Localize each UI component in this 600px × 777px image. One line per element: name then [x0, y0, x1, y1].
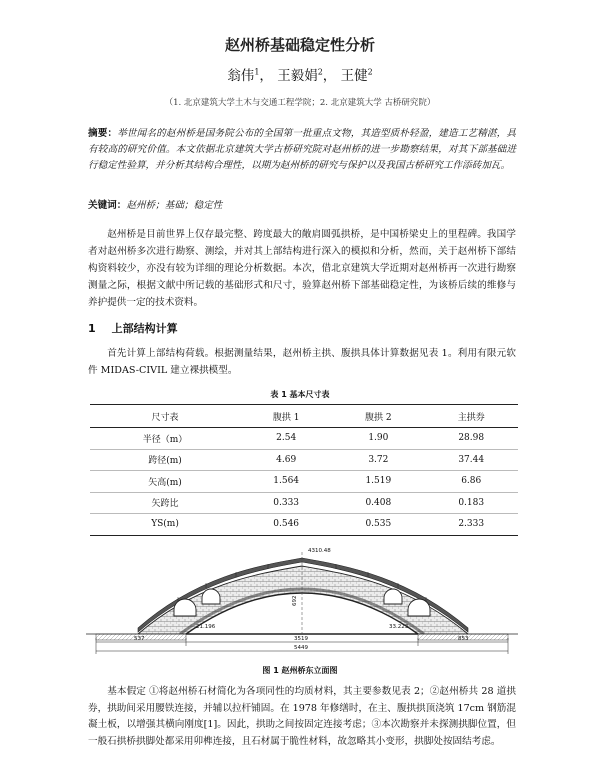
table-header-cell: 腹拱 1 [240, 405, 332, 428]
section-heading [88, 320, 178, 336]
label-dim-left: 537 [134, 636, 145, 642]
abstract-text: 举世闻名的赵州桥是国务院公布的全国第一批重点文物，其造型质朴轻盈，建造工艺精湛，具有较高的研究价值。本文依据北京建筑大学古桥研究院对赵州桥的进一步勘察结果，对其下部基础进行稳定性验算，并分析其结构合理性，以期为赵州桥的研究与保护以及我国古桥研究工作添砖加瓦。 [88, 128, 517, 171]
abstract [88, 126, 516, 174]
table-cell: 0.333 [240, 492, 332, 514]
label-right-height: 33.223 [389, 624, 409, 630]
table-cell: 28.98 [424, 428, 518, 450]
keywords [88, 197, 516, 211]
table-cell: 37.44 [424, 449, 518, 471]
table-cell: 6.86 [424, 471, 518, 493]
author-affiliation-mark: 1 [254, 67, 260, 77]
table-header-cell: 主拱券 [424, 405, 518, 428]
figure-caption: 图 1 赵州桥东立面图 [262, 666, 338, 675]
table-cell: 跨径(m) [90, 449, 240, 471]
section-number: 1 [88, 322, 96, 335]
dimension-table [90, 404, 518, 536]
table-cell: 2.54 [240, 428, 332, 450]
label-left-height: 21.196 [196, 624, 216, 630]
author-affiliation-mark: 2 [367, 67, 373, 77]
table-row [90, 492, 518, 514]
assumptions-paragraph: 基本假定 ①将赵州桥石材简化为各项同性的均质材料，其主要参数见表 2；②赵州桥共 28 道拱券，拱助间采用腰铁连接，并辅以拉杆铺固。在 1978 年修缮时，在主、腹拱拱顶浇筑 17cm 钢筋混凝土板，以增强其横向刚度[1]。因此，拱助之间按固定连接考虑；③本次勘察并未探测拱脚位置，但一般石拱桥拱脚处都采用卯榫连接，且石材属于脆性材料，故忽略其小变形，拱脚处按固结考虑。 [88, 686, 516, 747]
table-cell: 半径（m） [90, 428, 240, 450]
table-row [90, 514, 518, 536]
table-cell: 1.90 [332, 428, 424, 450]
table-row [90, 428, 518, 450]
label-dim-centre: 3519 [294, 636, 308, 642]
abstract-label: 摘要： [88, 128, 118, 139]
table-cell: 矢高(m) [90, 471, 240, 493]
label-top: 4310.48 [308, 548, 331, 554]
keywords-label: 关键词： [88, 200, 127, 211]
table-row [90, 471, 518, 493]
table-cell: 0.408 [332, 492, 424, 514]
author-separator: ， [322, 68, 337, 84]
table-header-cell: 尺寸表 [90, 405, 240, 428]
section-paragraph: 首先计算上部结构荷载。根据测量结果，赵州桥主拱、腹拱具体计算数据见表 1。利用有限元软件 MIDAS-CIVIL 建立裸拱模型。 [88, 348, 516, 376]
table-cell: 1.564 [240, 471, 332, 493]
bridge-elevation-drawing [86, 544, 518, 656]
label-mid: 692 [292, 595, 298, 606]
table-cell: 0.546 [240, 514, 332, 536]
paper-title: 赵州桥基础稳定性分析 [224, 36, 375, 54]
table-cell: 2.333 [424, 514, 518, 536]
section-title: 上部结构计算 [111, 322, 178, 335]
table-cell: 4.69 [240, 449, 332, 471]
table-cell: YS(m) [90, 514, 240, 536]
table-cell: 0.183 [424, 492, 518, 514]
author-affiliation-mark: 2 [317, 67, 323, 77]
table-caption: 表 1 基本尺寸表 [270, 390, 330, 399]
author-name: 王毅娟 [277, 68, 318, 84]
table-header-row [90, 405, 518, 428]
table-cell: 矢跨比 [90, 492, 240, 514]
label-dim-right: 853 [458, 636, 469, 642]
keywords-text: 赵州桥；基础；稳定性 [126, 200, 223, 211]
author-list [0, 64, 600, 84]
table-cell: 1.519 [332, 471, 424, 493]
label-dim-total: 5449 [294, 645, 308, 651]
table-cell: 0.535 [332, 514, 424, 536]
table-row [90, 449, 518, 471]
author-separator: ， [259, 68, 273, 84]
author-name: 王健 [340, 68, 368, 84]
table-cell: 3.72 [332, 449, 424, 471]
table-header-cell: 腹拱 2 [332, 405, 424, 428]
author-name: 翁伟 [227, 68, 255, 84]
affiliation: （1. 北京建筑大学土木与交通工程学院；2. 北京建筑大学 古桥研究院） [164, 98, 436, 108]
intro-paragraph: 赵州桥是目前世界上仅存最完整、跨度最大的敞肩圆弧拱桥，是中国桥梁史上的里程碑。我国学者对赵州桥多次进行勘察、测绘，并对其上部结构进行深入的模拟和分析，然而，关于赵州桥下部结构资料较少，亦没有较为详细的理论分析数据。本次，借北京建筑大学近期对赵州桥再一次进行勘察测量之际，根据文献中所记载的基础形式和尺寸，验算赵州桥下部基础稳定性，为该桥后续的维修与养护提供一定的技术资料。 [88, 229, 516, 308]
